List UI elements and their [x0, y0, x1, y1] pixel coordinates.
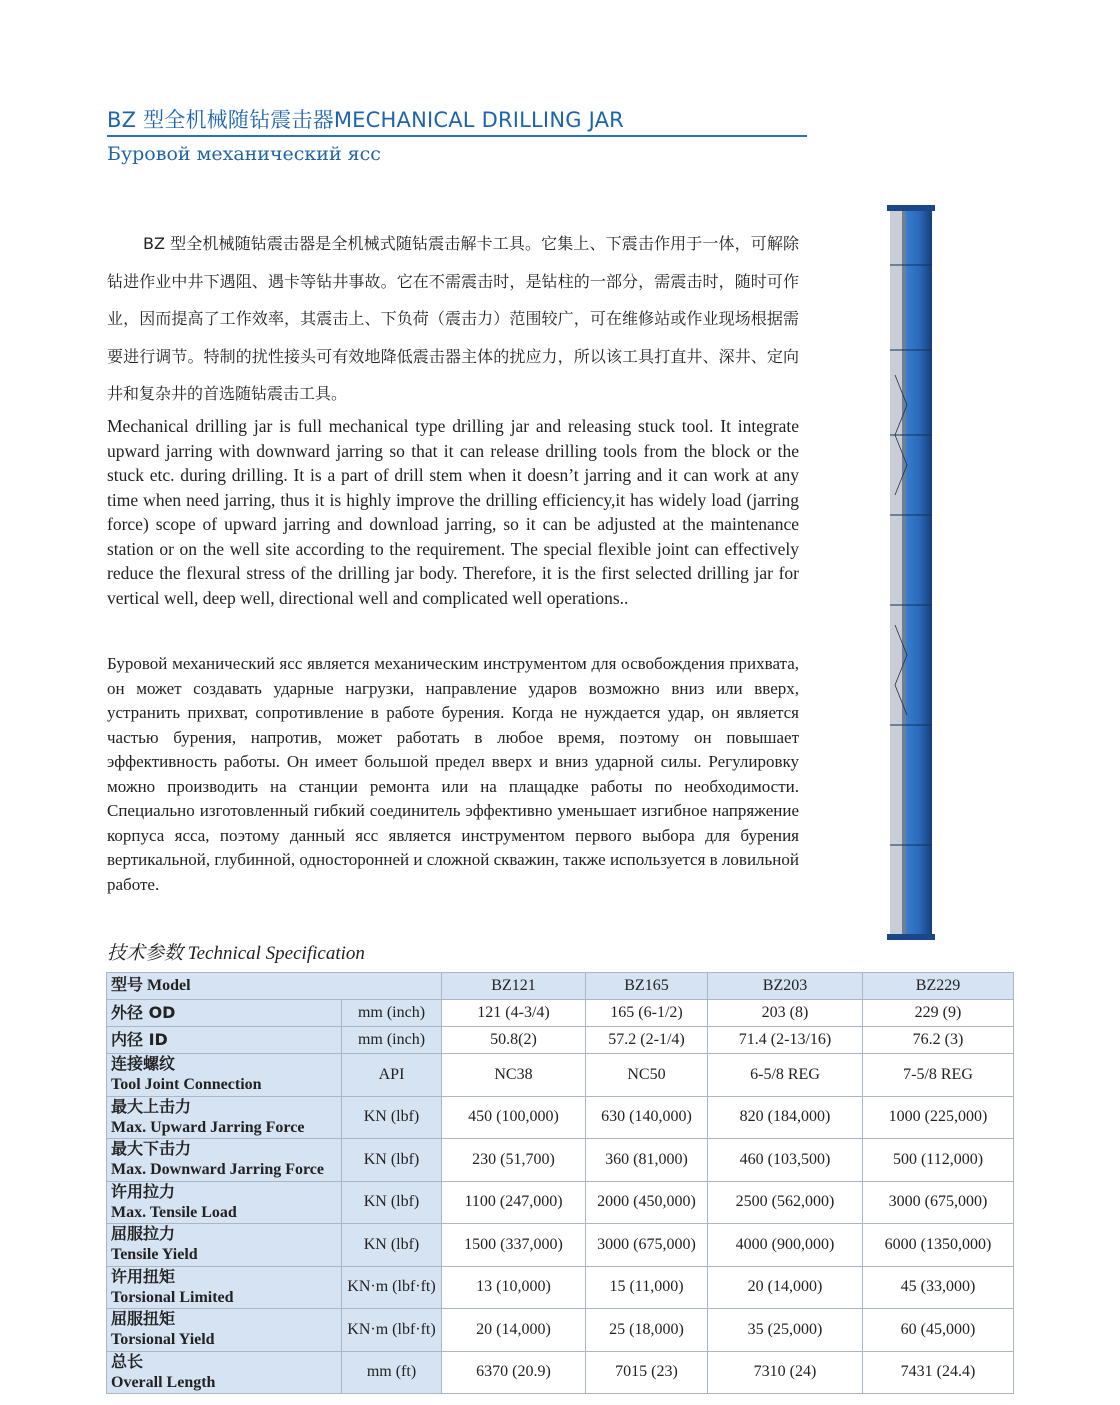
drilling-jar-illustration	[887, 205, 935, 940]
table-cell: 165 (6-1/2)	[586, 1000, 708, 1027]
row-label-cn: 最大下击力	[111, 1139, 192, 1159]
row-label-en: Tensile Yield	[111, 1246, 198, 1264]
table-cell: NC38	[442, 1054, 586, 1097]
row-label-cn: 总长	[111, 1351, 144, 1371]
table-cell: 360 (81,000)	[586, 1139, 708, 1182]
table-cell: 450 (100,000)	[442, 1096, 586, 1139]
table-cell: 630 (140,000)	[586, 1096, 708, 1139]
table-cell: 230 (51,700)	[442, 1139, 586, 1182]
table-cell: 229 (9)	[863, 1000, 1014, 1027]
title-divider	[107, 135, 807, 137]
row-label-en: Max. Tensile Load	[111, 1203, 237, 1221]
table-cell: 4000 (900,000)	[708, 1224, 863, 1267]
row-label	[107, 1054, 342, 1097]
table-cell: 1000 (225,000)	[863, 1096, 1014, 1139]
table-cell: 203 (8)	[708, 1000, 863, 1027]
table-cell: 25 (18,000)	[586, 1309, 708, 1352]
page-subtitle-ru: Буровой механический ясс	[107, 143, 381, 165]
row-label	[107, 1181, 342, 1224]
row-label	[107, 1266, 342, 1309]
row-label-en: Torsional Yield	[111, 1331, 215, 1349]
description-english: Mechanical drilling jar is full mechanical type drilling jar and releasing stuck tool. It integrate upward jarring with downward jarring so that it can release drilling tools from the block or the stuck etc. during drilling. It is a part of drill stem when it doesn’t jarring and it can work at any time when need jarring, thus it is highly improve the drilling efficiency,it has widely load (jarring force) scope of upward jarring and download jarring, so it can be adjusted at the maintenance station or on the well site according to the requirement. The special flexible joint can effectively reduce the flexural stress of the drilling jar body. Therefore, it is the first selected drilling jar for vertical well, deep well, directional well and complicated well operations..	[107, 416, 799, 608]
description-chinese: BZ 型全机械随钻震击器是全机械式随钻震击解卡工具。它集上、下震击作用于一体，可解除钻进作业中井下遇阻、遇卡等钻井事故。它在不需震击时，是钻柱的一部分，需震击时，随时可作业，因而提高了工作效率，其震击上、下负荷（震击力）范围较广，可在维修站或作业现场根据需要进行调节。特制的扰性接头可有效地降低震击器主体的扰应力，所以该工具打直井、深井、定向井和复杂井的首选随钻震击工具。	[107, 234, 799, 403]
model-header: BZ165	[586, 973, 708, 1000]
row-label-en: Max. Downward Jarring Force	[111, 1161, 324, 1179]
spec-caption: 技术参数 Technical Specification	[107, 943, 365, 964]
table-cell: 7-5/8 REG	[863, 1054, 1014, 1097]
table-cell: 50.8(2)	[442, 1027, 586, 1054]
table-cell: 500 (112,000)	[863, 1139, 1014, 1182]
table-cell: 460 (103,500)	[708, 1139, 863, 1182]
table-cell: 76.2 (3)	[863, 1027, 1014, 1054]
row-label	[107, 1096, 342, 1139]
model-header: BZ203	[708, 973, 863, 1000]
model-header: BZ229	[863, 973, 1014, 1000]
table-cell: 6000 (1350,000)	[863, 1224, 1014, 1267]
row-label-cn: 连接螺纹	[111, 1054, 176, 1074]
table-cell: 7431 (24.4)	[863, 1351, 1014, 1394]
row-label-cn: 外径 OD	[111, 1002, 176, 1022]
row-label	[107, 1351, 342, 1394]
table-cell: 2000 (450,000)	[586, 1181, 708, 1224]
table-cell: NC50	[586, 1054, 708, 1097]
row-unit: KN·m (lbf·ft)	[342, 1266, 442, 1309]
table-header-row	[107, 973, 1014, 1000]
table-cell: 20 (14,000)	[442, 1309, 586, 1352]
table-cell: 57.2 (2-1/4)	[586, 1027, 708, 1054]
table-cell: 3000 (675,000)	[586, 1224, 708, 1267]
row-label-en: Tool Joint Connection	[111, 1076, 262, 1094]
row-label-cn: 最大上击力	[111, 1096, 192, 1116]
table-row	[107, 1139, 1014, 1182]
table-cell: 6-5/8 REG	[708, 1054, 863, 1097]
row-unit: mm (inch)	[342, 1027, 442, 1054]
table-cell: 20 (14,000)	[708, 1266, 863, 1309]
table-row	[107, 1224, 1014, 1267]
row-label	[107, 1139, 342, 1182]
row-unit: API	[342, 1054, 442, 1097]
table-cell: 7310 (24)	[708, 1351, 863, 1394]
table-cell: 60 (45,000)	[863, 1309, 1014, 1352]
row-label-cn: 许用拉力	[111, 1181, 176, 1201]
row-unit: KN (lbf)	[342, 1181, 442, 1224]
row-unit: KN (lbf)	[342, 1096, 442, 1139]
table-cell: 71.4 (2-13/16)	[708, 1027, 863, 1054]
table-cell: 7015 (23)	[586, 1351, 708, 1394]
table-cell: 6370 (20.9)	[442, 1351, 586, 1394]
table-row	[107, 1000, 1014, 1027]
table-row	[107, 1096, 1014, 1139]
table-row	[107, 1054, 1014, 1097]
table-cell: 15 (11,000)	[586, 1266, 708, 1309]
row-unit: mm (ft)	[342, 1351, 442, 1394]
row-label-cn: 屈服拉力	[111, 1224, 176, 1244]
table-row	[107, 1266, 1014, 1309]
row-label-en: Max. Upward Jarring Force	[111, 1118, 305, 1136]
table-cell: 35 (25,000)	[708, 1309, 863, 1352]
table-cell: 45 (33,000)	[863, 1266, 1014, 1309]
table-cell: 2500 (562,000)	[708, 1181, 863, 1224]
model-header: BZ121	[442, 973, 586, 1000]
row-unit: KN·m (lbf·ft)	[342, 1309, 442, 1352]
table-cell: 820 (184,000)	[708, 1096, 863, 1139]
table-cell: 121 (4-3/4)	[442, 1000, 586, 1027]
row-label	[107, 1224, 342, 1267]
row-label-en: Torsional Limited	[111, 1288, 234, 1306]
spec-table	[106, 972, 1014, 1394]
row-label-cn: 内径 ID	[111, 1029, 168, 1049]
description-russian: Буровой механический ясс является механическим инструментом для освобождения прихвата, он может создавать ударные нагрузки, направление ударов возможно вниз или вверх, устранить прихват, сопротивление в работе бурения. Когда не нуждается удар, он является частью бурения, напротив, может работать в любое время, поэтому он повышает эффективность работы. Он имеет большой предел вверх и вниз ударной силы. Регулировку можно производить на станции ремонта или на плащадке работы по необходимости. Специально изготовленный гибкий соединитель эффективно уменьшает изгибное напряжение корпуса ясса, поэтому данный ясс является инструментом первого выбора для бурения вертикальной, глубинной, односторонней и сложной скважин, также используется в ловильной работе.	[107, 654, 799, 894]
page-title: BZ 型全机械随钻震击器MECHANICAL DRILLING JAR	[107, 108, 624, 132]
row-label	[107, 1309, 342, 1352]
table-row	[107, 1309, 1014, 1352]
table-row	[107, 1027, 1014, 1054]
model-label: 型号 Model	[107, 973, 442, 1000]
row-label-cn: 许用扭矩	[111, 1266, 176, 1286]
row-label-cn: 屈服扭矩	[111, 1309, 176, 1329]
row-unit: KN (lbf)	[342, 1224, 442, 1267]
row-label-en: Overall Length	[111, 1373, 216, 1391]
row-unit: KN (lbf)	[342, 1139, 442, 1182]
table-cell: 3000 (675,000)	[863, 1181, 1014, 1224]
table-cell: 13 (10,000)	[442, 1266, 586, 1309]
row-label	[107, 1027, 342, 1054]
table-row	[107, 1181, 1014, 1224]
table-row	[107, 1351, 1014, 1394]
table-cell: 1500 (337,000)	[442, 1224, 586, 1267]
row-unit: mm (inch)	[342, 1000, 442, 1027]
row-label	[107, 1000, 342, 1027]
table-cell: 1100 (247,000)	[442, 1181, 586, 1224]
